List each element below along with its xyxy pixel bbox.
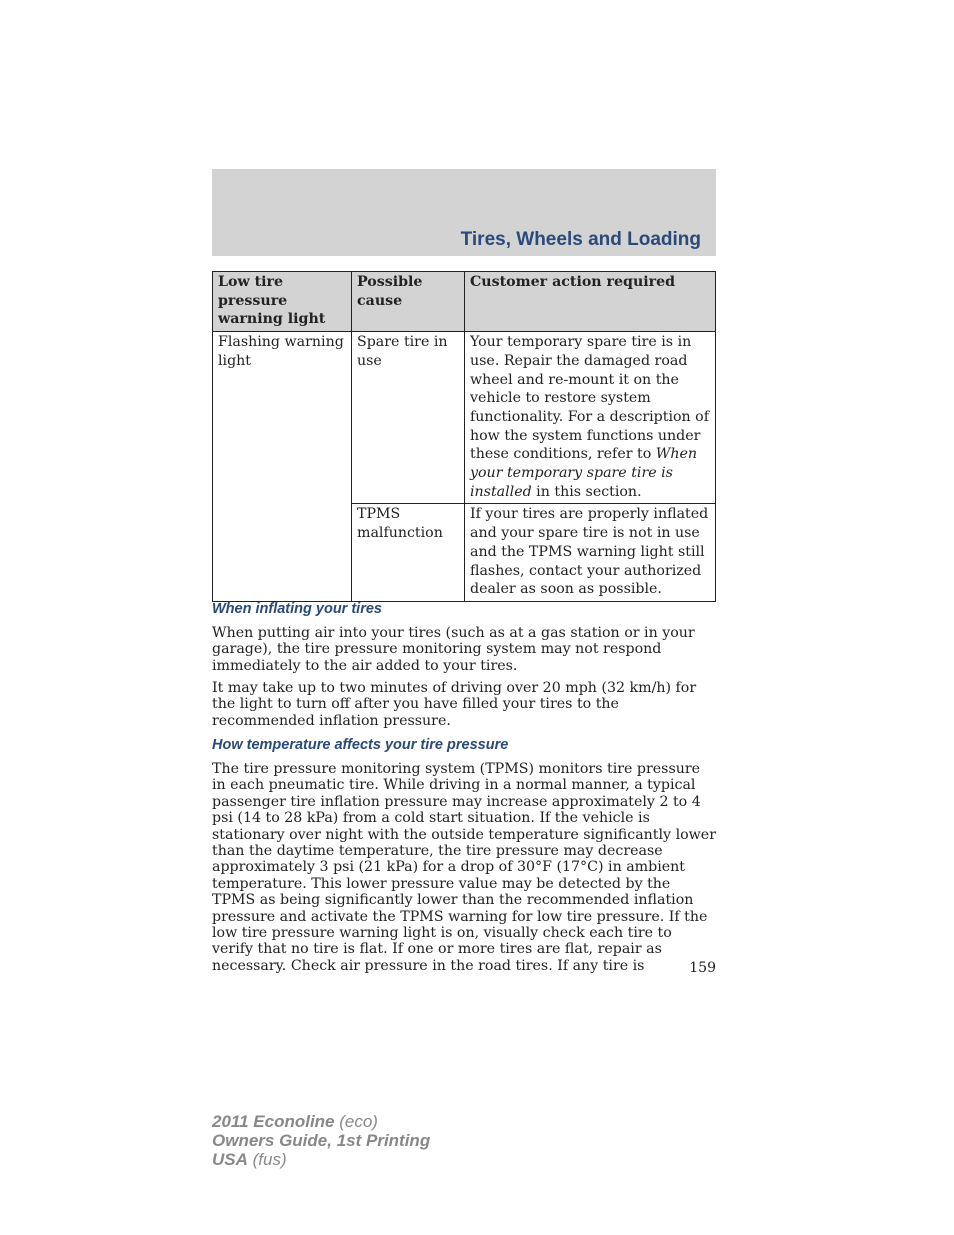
table-cell-cause: Spare tire in use [352, 332, 465, 504]
footer-region: USA [212, 1150, 248, 1169]
section-heading-inflating: When inflating your tires [212, 601, 382, 617]
action-text-end: in this section. [531, 483, 642, 500]
action-reference-text: When your temporary spare tire is installed [470, 446, 698, 500]
table-cell-action [465, 504, 716, 602]
chapter-header-band [212, 169, 716, 256]
footer-model: 2011 Econoline [212, 1112, 335, 1131]
footer-model-code: (eco) [334, 1112, 378, 1131]
table-header-cause: Possible cause [352, 272, 465, 332]
tpms-warning-table [212, 271, 716, 602]
chapter-title: Tires, Wheels and Loading [460, 229, 701, 250]
page-number: 159 [689, 960, 716, 976]
table-cell-light: Flashing warning light [213, 332, 352, 602]
action-text: Your temporary spare tire is in use. Repair the damaged road wheel and re-mount it on the vehicle to restore system functionality. For a description of how the system functions under these conditions, refer to [470, 334, 709, 463]
section-heading-temperature: How temperature affects your tire pressure [212, 737, 509, 753]
document-footer [212, 1112, 430, 1169]
footer-region-code: (fus) [247, 1150, 287, 1169]
table-row [213, 332, 716, 504]
table-header-row [213, 272, 716, 332]
table-cell-cause: TPMS malfunction [352, 504, 465, 602]
paragraph: When putting air into your tires (such as at a gas station or in your garage), the tire pressure monitoring system may not respond immediately to the air added to your tires. [212, 625, 695, 674]
footer-line-printing: Owners Guide, 1st Printing [212, 1131, 431, 1150]
paragraph: It may take up to two minutes of driving over 20 mph (32 km/h) for the light to turn off after you have filled your tires to the recommended inflation pressure. [212, 680, 697, 729]
footer-line-model [212, 1112, 430, 1131]
table-cell-action [465, 332, 716, 504]
footer-line-region [212, 1150, 430, 1169]
action-text: If your tires are properly inflated and your spare tire is not in use and the TPMS warning light still flashes, contact your authorized dealer as soon as possible. [470, 506, 709, 598]
table-header-light: Low tire pressure warning light [213, 272, 352, 332]
table-header-action: Customer action required [465, 272, 716, 332]
paragraph: The tire pressure monitoring system (TPMS) monitors tire pressure in each pneumatic tire. While driving in a normal manner, a typical passenger tire inflation pressure may increase approximately 2 to 4 psi (14 to 28 kPa) from a cold start situation. If the vehicle is stationary over night with the outside temperature significantly lower than the daytime temperature, the tire pressure may decrease approximately 3 psi (21 kPa) for a drop of 30°F (17°C) in ambient temperature. This lower pressure value may be detected by the TPMS as being significantly lower than the recommended inflation pressure and activate the TPMS warning for low tire pressure. If the low tire pressure warning light is on, visually check each tire to verify that no tire is flat. If one or more tires are flat, repair as necessary. Check air pressure in the road tires. If any tire is [212, 761, 716, 974]
